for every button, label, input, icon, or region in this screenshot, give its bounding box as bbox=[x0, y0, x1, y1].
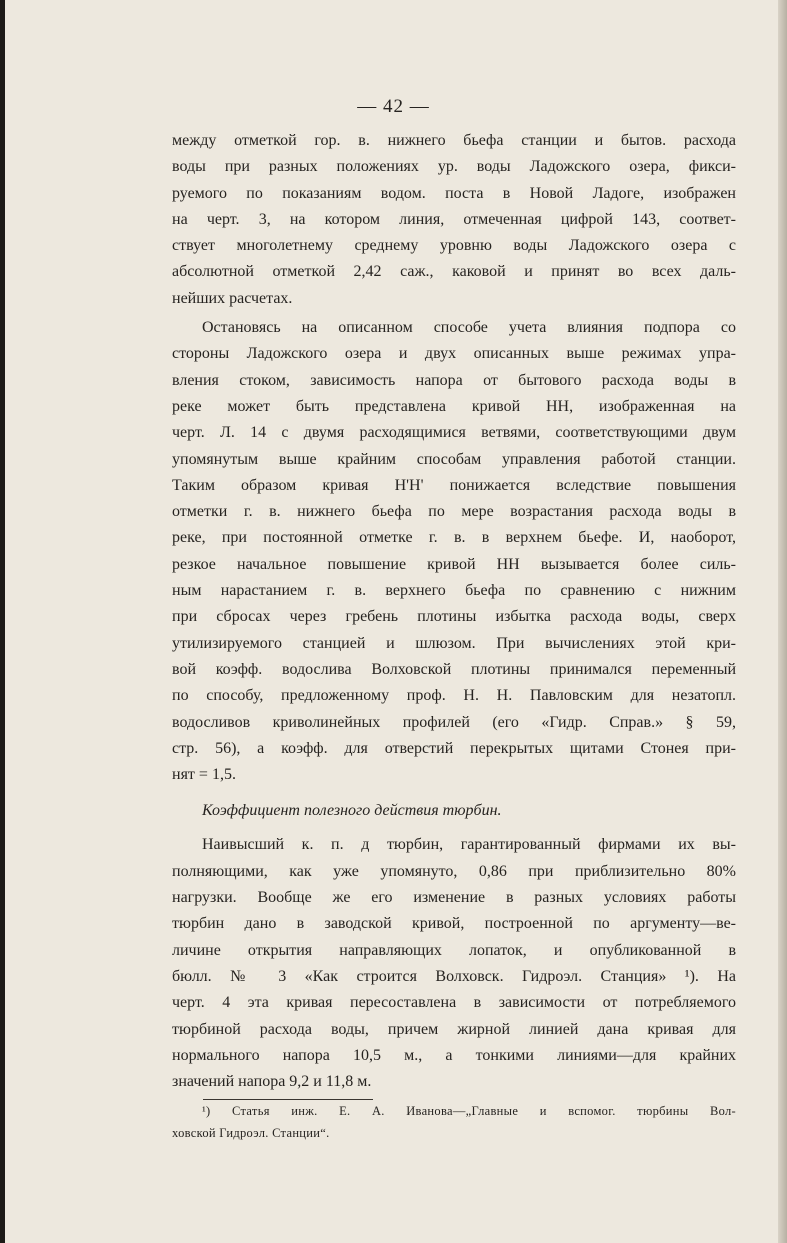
text-line: нейших расчетах. bbox=[172, 289, 293, 307]
text-line: черт. 4 эта кривая пересоставлена в зависимости от потребляемого bbox=[172, 994, 736, 1012]
body-text bbox=[172, 128, 736, 1144]
text-line: тюрбиной расхода воды, причем жирной линией дана кривая для bbox=[172, 1020, 736, 1038]
paragraph-2 bbox=[172, 315, 736, 788]
text-line: между отметкой гор. в. нижнего бьефа станции и бытов. расхода bbox=[172, 132, 736, 149]
text-line: руемого по показаниям водом. поста в Новой Ладоге, изображен bbox=[172, 184, 736, 202]
text-line: значений напора 9,2 и 11,8 м. bbox=[172, 1073, 372, 1091]
text-line: Наивысший к. п. д тюрбин, гарантированный фирмами их вы- bbox=[202, 836, 736, 854]
text-line: на черт. 3, на котором линия, отмеченная цифрой 143, соответ- bbox=[172, 210, 736, 228]
text-line: упомянутым выше крайним способам управления работой станции. bbox=[172, 450, 736, 468]
section-heading: Коэффициент полезного действия тюрбин. bbox=[202, 802, 502, 820]
text-line: Таким образом кривая Н'Н' понижается вследствие повышения bbox=[172, 476, 736, 494]
text-line: нят = 1,5. bbox=[172, 766, 236, 784]
text-line: воды при разных положениях ур. воды Ладожского озера, фикси- bbox=[172, 158, 736, 176]
text-line: реке может быть представлена кривой НН, изображенная на bbox=[172, 397, 736, 415]
text-line: ным нарастанием г. в. верхнего бьефа по сравнению с нижним bbox=[172, 582, 736, 600]
text-line: резкое начальное повышение кривой НН вызывается более силь- bbox=[172, 555, 736, 573]
text-line: стр. 56), а коэфф. для отверстий перекрытых щитами Стонея при- bbox=[172, 739, 736, 757]
text-line: абсолютной отметкой 2,42 саж., каковой и принят во всех даль- bbox=[172, 263, 736, 281]
text-line: нагрузки. Вообще же его изменение в разных условиях работы bbox=[172, 889, 736, 907]
text-line: реке, при постоянной отметке г. в. в верхнем бьефе. И, наоборот, bbox=[172, 529, 736, 547]
text-line: ховской Гидроэл. Станции“. bbox=[172, 1126, 330, 1141]
page-number: — 42 — bbox=[357, 96, 430, 117]
text-line: Остановясь на описанном способе учета влияния подпора со bbox=[202, 319, 736, 337]
text-line: по способу, предложенному проф. Н. Н. Павловским для незатопл. bbox=[172, 687, 736, 705]
text-line: вления стоком, зависимость напора от бытового расхода воды в bbox=[172, 371, 736, 389]
text-line: отметки г. в. нижнего бьефа по мере возрастания расхода воды в bbox=[172, 503, 736, 521]
text-line: при сбросах через гребень плотины избытка расхода воды, сверх bbox=[172, 608, 736, 626]
page-right-edge bbox=[778, 0, 787, 1243]
text-line: утилизируемого станцией и шлюзом. При вычислениях этой кри- bbox=[172, 634, 736, 652]
page-binding-edge bbox=[0, 0, 5, 1243]
text-line: полняющими, как уже упомянуто, 0,86 при приблизительно 80% bbox=[172, 862, 736, 880]
paragraph-3 bbox=[172, 832, 736, 1095]
text-line: ствует многолетнему среднему уровню воды Ладожского озера с bbox=[172, 237, 736, 255]
text-line: ¹) Статья инж. Е. А. Иванова—„Главные и вспомог. тюрбины Вол- bbox=[202, 1104, 736, 1119]
text-line: тюрбин дано в заводской кривой, построенной по аргументу—ве- bbox=[172, 915, 736, 933]
text-line: водосливов криволинейных профилей (его «Гидр. Справ.» § 59, bbox=[172, 713, 736, 731]
text-line: бюлл. № 3 «Как строится Волховск. Гидроэл. Станция» ¹). На bbox=[172, 967, 736, 985]
text-line: вой коэфф. водослива Волховской плотины принимался переменный bbox=[172, 660, 736, 678]
paragraph-1 bbox=[172, 128, 736, 312]
text-line: нормального напора 10,5 м., а тонкими линиями—для крайних bbox=[172, 1046, 736, 1064]
text-line: черт. Л. 14 с двумя расходящимися ветвями, соответствующими двум bbox=[172, 424, 736, 442]
text-line: личине открытия направляющих лопаток, и опубликованной в bbox=[172, 941, 736, 959]
text-line: стороны Ладожского озера и двух описанных выше режимах упра- bbox=[172, 345, 736, 363]
footnote bbox=[172, 1100, 736, 1144]
